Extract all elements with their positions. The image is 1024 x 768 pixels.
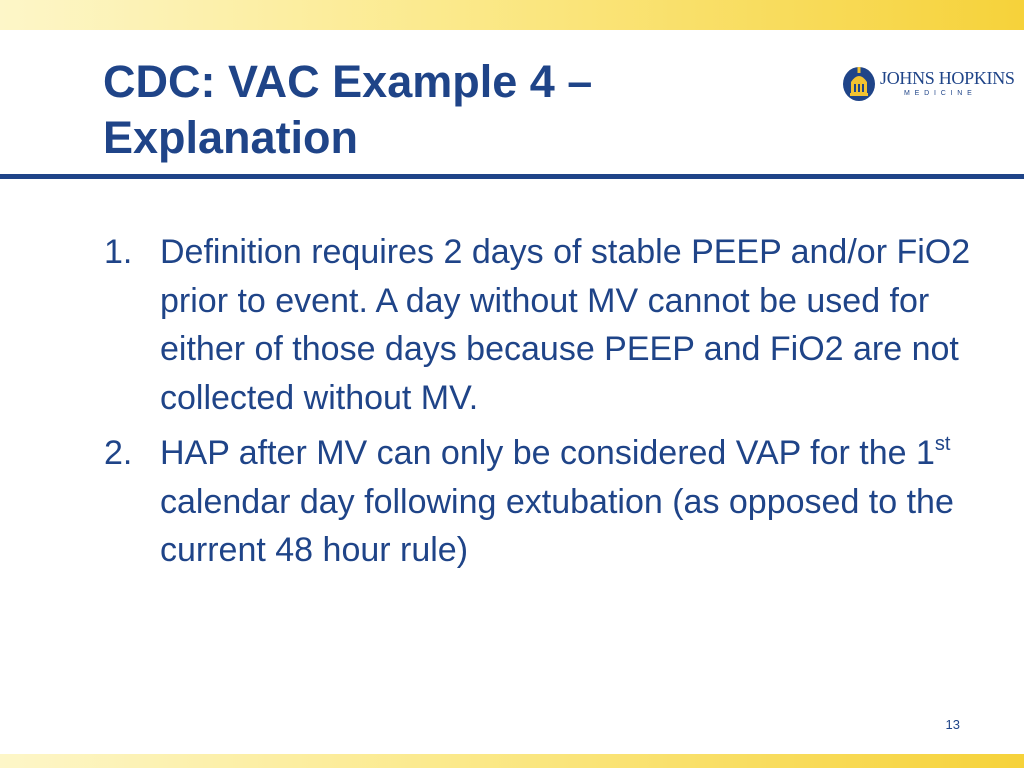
bottom-gold-band bbox=[0, 754, 1024, 768]
page-number: 13 bbox=[945, 717, 960, 732]
top-gold-band bbox=[0, 0, 1024, 30]
ordinal-suffix: st bbox=[934, 433, 951, 455]
logo-subtitle: MEDICINE bbox=[904, 90, 977, 97]
item-number: 2. bbox=[104, 434, 133, 472]
item-number: 1. bbox=[104, 233, 133, 271]
item-text-end: calendar day following extubation (as opposed to the current 48 hour rule) bbox=[160, 482, 954, 569]
explanation-list bbox=[104, 228, 984, 582]
johns-hopkins-logo bbox=[842, 64, 1015, 104]
slide-title: CDC: VAC Example 4 – Explanation bbox=[103, 56, 593, 163]
list-item-2 bbox=[104, 429, 984, 575]
logo-name: JOHNS HOPKINS bbox=[880, 68, 1015, 88]
item-text bbox=[160, 429, 984, 575]
title-divider bbox=[0, 174, 1024, 179]
dome-icon bbox=[842, 64, 876, 102]
item-text: Definition requires 2 days of stable PEEP and/or FiO2 prior to event. A day without MV cannot be used for either of those days because PEEP and FiO2 are not collected without MV. bbox=[160, 233, 971, 417]
list-item-1 bbox=[104, 228, 984, 422]
item-text-start: HAP after MV can only be considered VAP for the 1 bbox=[160, 434, 935, 472]
